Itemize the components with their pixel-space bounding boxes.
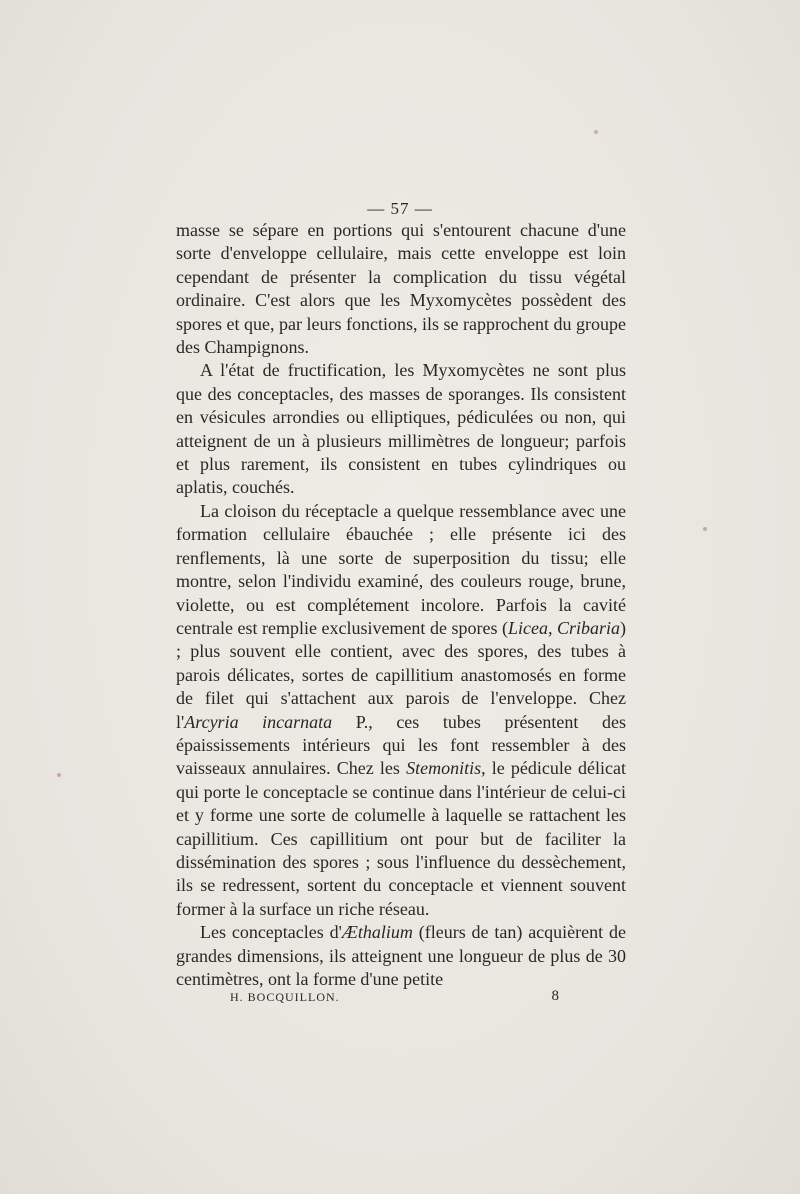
italic-taxon-name: Arcyria incarnata [184,711,333,732]
paragraph [176,500,626,921]
text-run: P., ces tubes présentent des épaississements intérieurs qui les font ressembler à des vaisseaux annulaires. Chez les [176,711,626,779]
text-run: ) ; plus souvent elle contient, avec des spores, des tubes à parois délicates, sortes de capillitium anastomosés en forme de filet qui s'attachent aux parois de l'enveloppe. Chez l' [176,617,626,732]
paragraph [176,219,626,359]
paper-speck [703,527,707,531]
body-text [176,219,626,991]
footer-author: H. BOCQUILLON. [230,990,340,1004]
text-run: La cloison du réceptacle a quelque ressemblance avec une formation cellulaire ébauchée ; elle présente ici des renflements, là une sorte de superposition du tissu; elle montre, selon l'individu examiné, des couleurs rouge, brune, violette, ou est complétement incolore. Parfois la cavité centrale est remplie exclusivement de spores ( [176,500,626,638]
text-run: (fleurs de tan) acquièrent de grandes dimensions, ils atteignent une longueur de plus de 30 centimètres, ont la forme d'une petite [176,922,626,989]
text-run: masse se sépare en portions qui s'entourent chacune d'une sorte d'enveloppe cellulaire, mais cette enveloppe est loin cependant de présenter la complication du tissu végétal ordinaire. C'est alors que les Myxomycètes possèdent des spores et que, par leurs fonctions, ils se rapprochent du groupe des Champignons. [176,220,626,358]
text-run: , le pédicule délicat qui porte le conceptacle se continue dans l'intérieur de celui-ci et y forme une sorte de columelle à laquelle se rattachent les capillitium. Ces capillitium ont pour but de faciliter la dissémination des spores ; sous l'influence du dessèchement, ils se redressent, sortent du conceptacle et viennent souvent former à la surface un riche réseau. [176,758,626,919]
text-run: Les conceptacles d' [200,922,342,943]
italic-taxon-name: Licea, Cribaria [507,617,620,638]
italic-taxon-name: Stemonitis [406,758,482,779]
paper-speck [57,773,61,777]
text-run: A l'état de fructification, les Myxomycètes ne sont plus que des conceptacles, des masses de sporanges. Ils consistent en vésicules arrondies ou elliptiques, pédiculées ou non, qui atteignent de un à plusieurs millimètres de longueur; parfois et plus rarement, ils consistent en tubes cylindriques ou aplatis, couchés. [176,360,626,498]
paragraph [176,359,626,499]
italic-taxon-name: Æthalium [341,922,413,943]
page-footer [230,990,560,1005]
page-number-header: — 57 — [367,199,433,218]
paragraph [176,921,626,991]
signature-mark: 8 [551,988,560,1004]
paper-speck [594,130,598,134]
